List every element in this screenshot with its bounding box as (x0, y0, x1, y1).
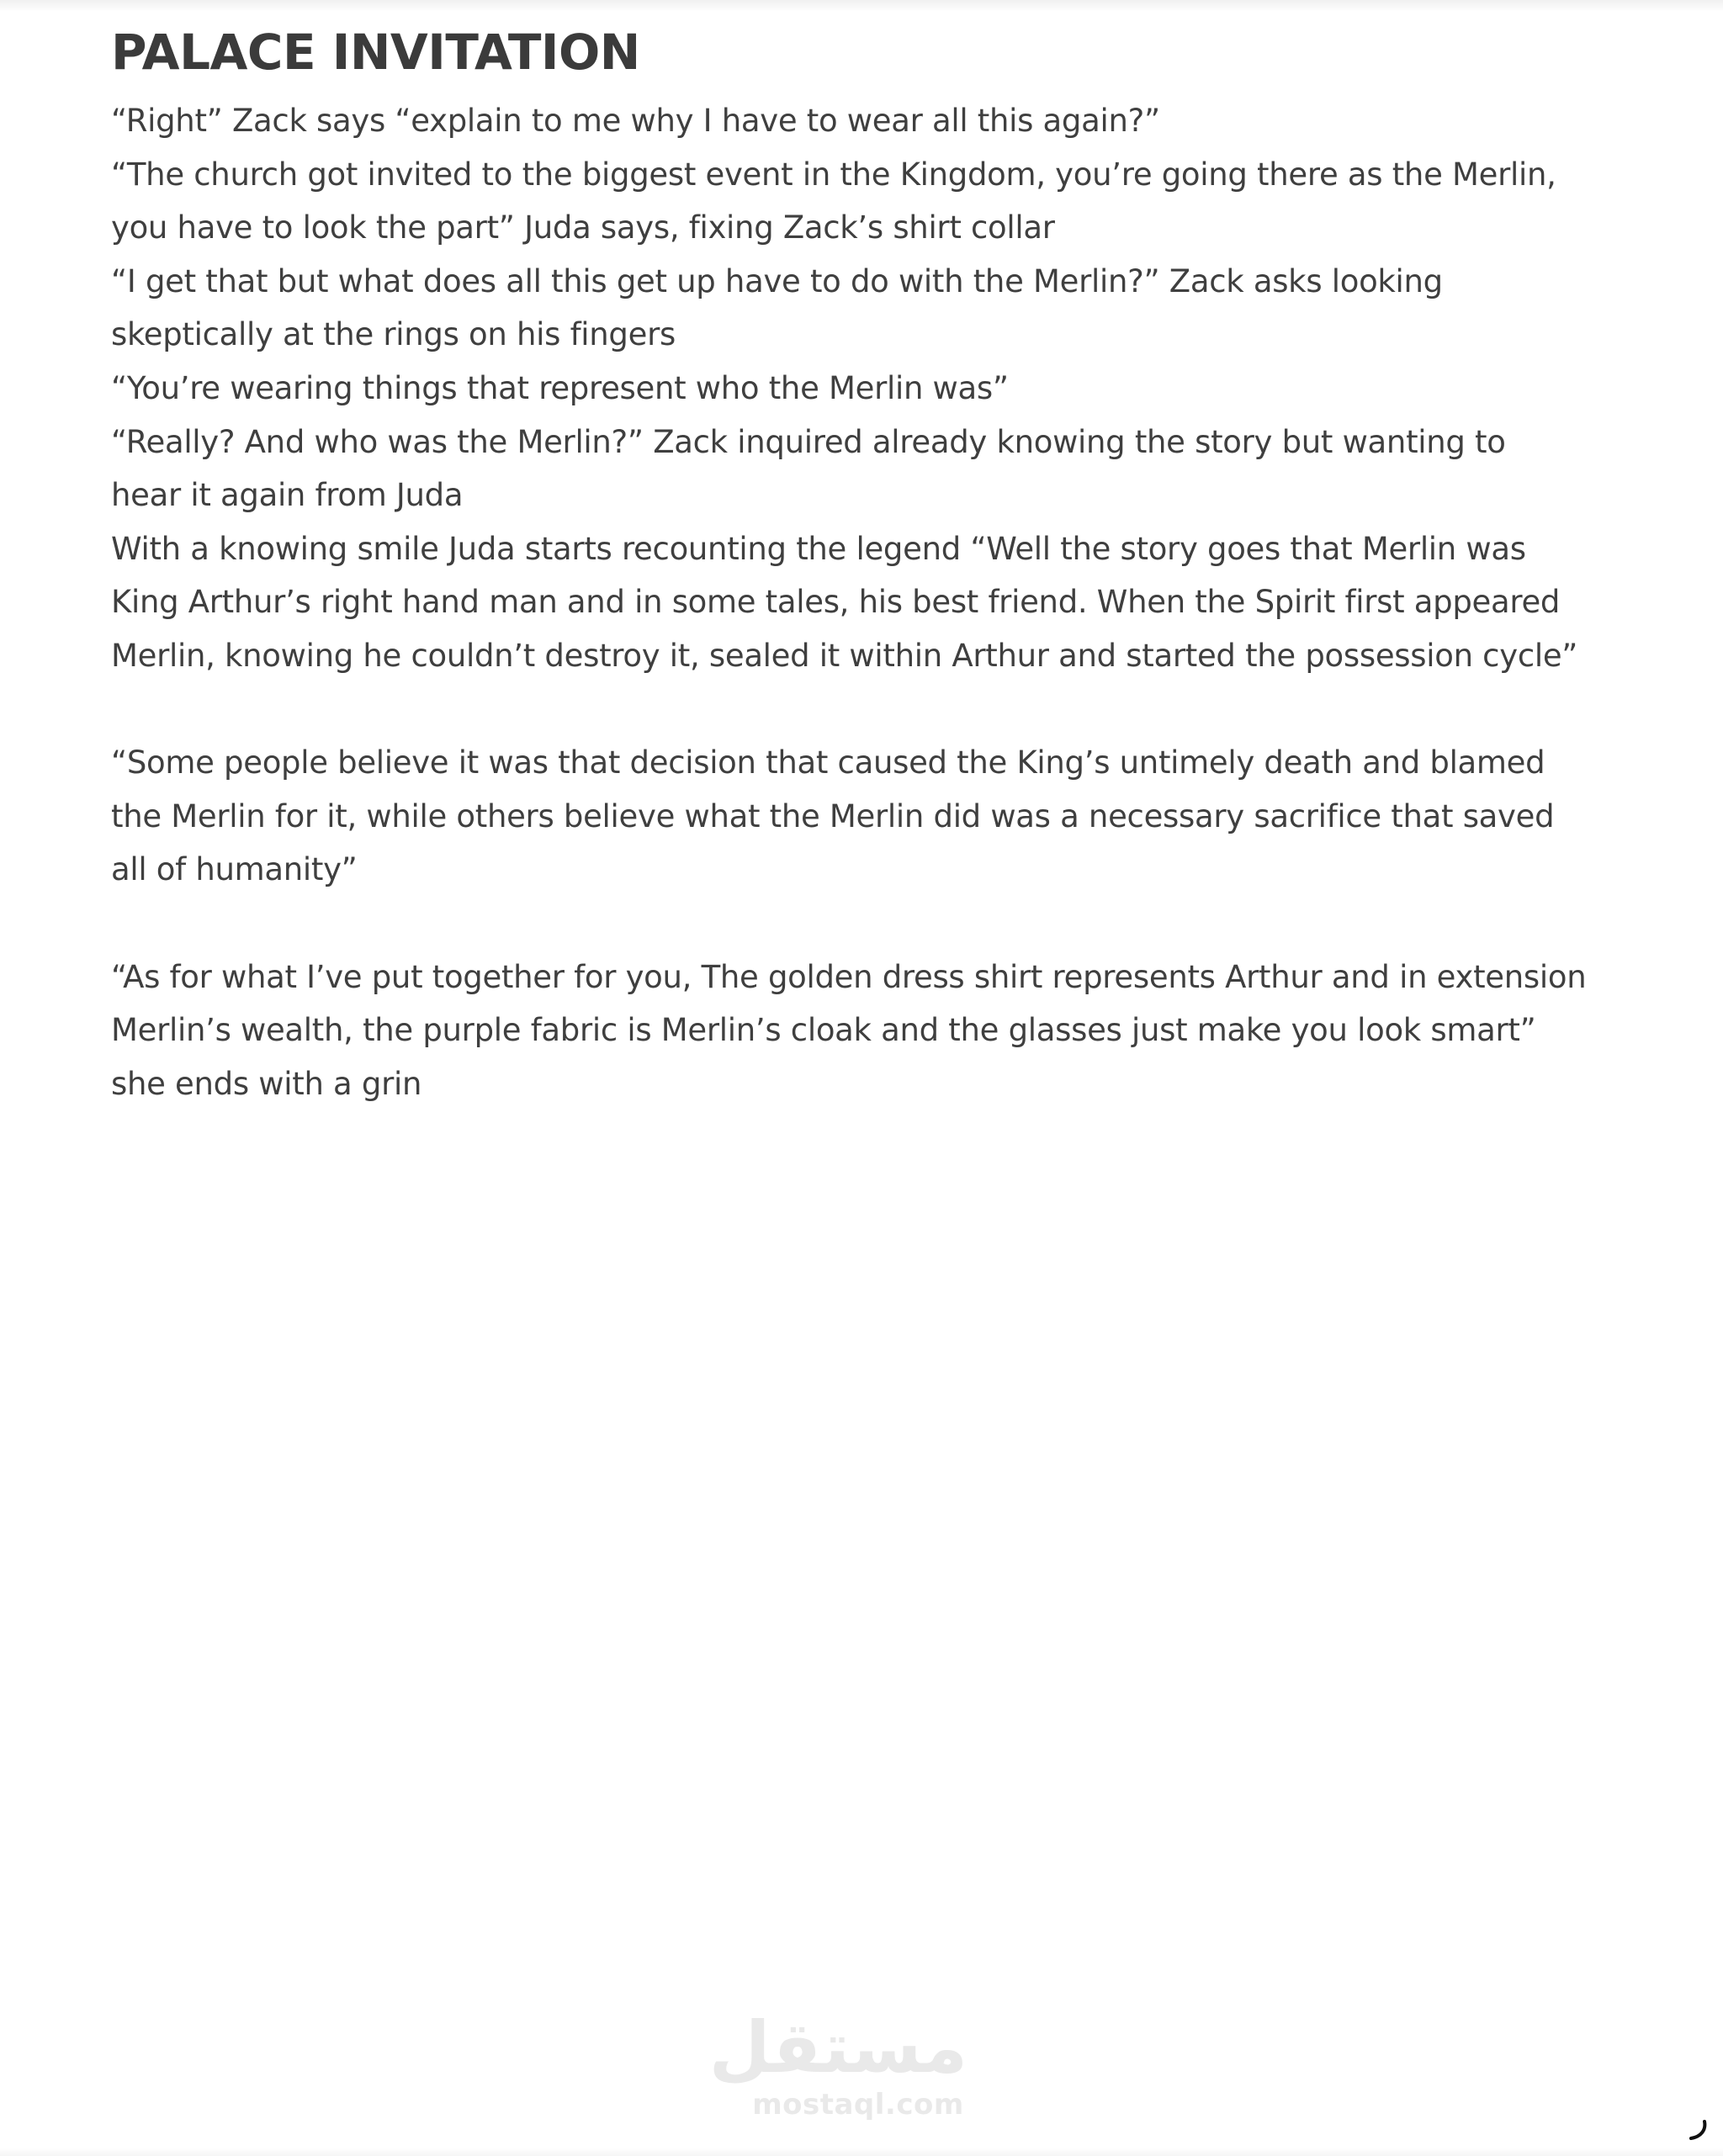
watermark-latin: mostaql.com (752, 2088, 964, 2122)
paragraph-line: “Right” Zack says “explain to me why I have to wear all this again?” (111, 103, 1160, 139)
paragraph-line: “Some people believe it was that decision that caused the King’s untimely death and blamed the Merlin for it, while others believe what the Merlin did was a necessary sacrifice that saved all of humanity” (111, 744, 1555, 888)
paragraph-line: “The church got invited to the biggest event in the Kingdom, you’re going there as the Merlin, you have to look the part” Juda says, fixing Zack’s shirt collar (111, 156, 1556, 246)
paragraph-line: “As for what I’ve put together for you, The golden dress shirt represents Arthur and in extension Merlin’s wealth, the purple fabric is Merlin’s cloak and the glasses just make you look smart” she ends with a grin (111, 958, 1587, 1102)
watermark-arabic: مستقل (708, 2006, 968, 2089)
document-page (111, 19, 1625, 1110)
paragraph-line: “I get that but what does all this get up have to do with the Merlin?” Zack asks looking skeptically at the rings on his fingers (111, 262, 1443, 353)
blank-line (111, 683, 1625, 737)
watermark (708, 2006, 968, 2122)
blank-line (111, 897, 1625, 951)
bottom-edge-shadow (0, 2148, 1723, 2156)
paragraph-line: “Really? And who was the Merlin?” Zack inquired already knowing the story but wanting to hear it again from Juda (111, 423, 1506, 514)
document-title: PALACE INVITATION (111, 24, 640, 81)
paragraph-line: With a knowing smile Juda starts recounting the legend “Well the story goes that Merlin was King Arthur’s right hand man and in some tales, his best friend. When the Spirit first appeared Merlin, knowing he couldn’t destroy it, sealed it within Arthur and started the possession cycle” (111, 530, 1578, 674)
top-edge-shadow (0, 0, 1723, 12)
paragraph-line: “You’re wearing things that represent who the Merlin was” (111, 369, 1009, 406)
page-curl-icon (1686, 2118, 1710, 2142)
